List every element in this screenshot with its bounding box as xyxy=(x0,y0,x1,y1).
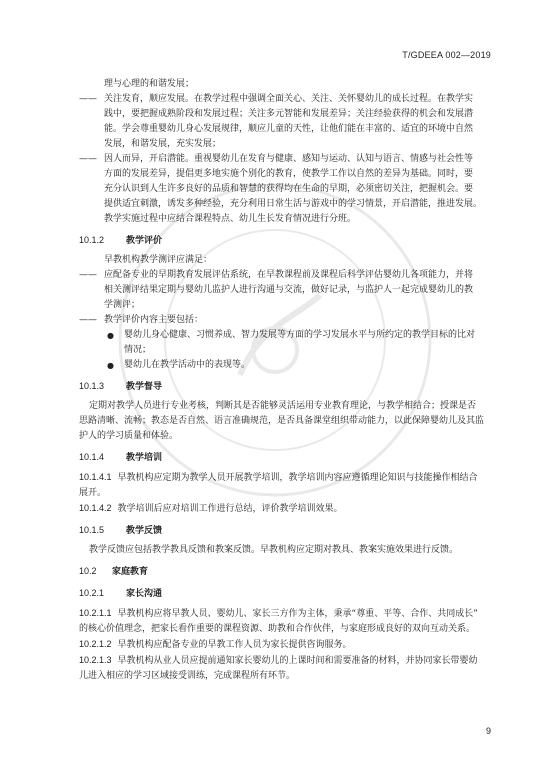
section-title: 教学反馈 xyxy=(126,526,163,536)
section-heading-10-1-5 xyxy=(79,523,491,539)
text-line: 儿进入相应的学习区域接受训练，完成课程所有环节。 xyxy=(79,671,296,681)
text-line: 教学培训后应对培训工作进行总结，评价教学培训效果。 xyxy=(117,504,343,514)
bullet-icon: ● xyxy=(107,361,114,370)
text-line: 学测评； xyxy=(104,300,141,310)
section-number: 10.1.3 xyxy=(79,381,105,391)
document-body xyxy=(79,77,491,684)
text-line: 早教机构教学测评应满足： xyxy=(104,255,213,265)
text-line: 早教机构从业人员应提前通知家长婴幼儿的上课时间和需要准备的材料，并协同家长带婴幼 xyxy=(117,656,478,666)
section-heading-10-1-3 xyxy=(79,379,491,395)
text-line: 展开。 xyxy=(79,488,107,498)
section-title: 教学评价 xyxy=(126,236,163,246)
bullet-item xyxy=(79,328,491,358)
text-line: 情况； xyxy=(124,345,152,355)
clause-number: 10.2.1.1 xyxy=(79,608,112,618)
text-line: 方面的发展差异，提倡更多地实施个别化的教育，使教学工作以自然的差异为基础。同时，要 xyxy=(104,169,474,179)
text-line: 定期对教学人员进行专业考核，判断其是否能够灵活运用专业教育理论，与教学相结合；授课是否 xyxy=(89,401,477,411)
text-line: 护人的学习质量和体验。 xyxy=(79,431,179,441)
clause-10-1-4-1 xyxy=(79,470,491,501)
dash-item xyxy=(79,268,491,313)
clause-10-2-1-3 xyxy=(79,653,491,684)
text-line: 教学评价内容主要包括： xyxy=(104,315,204,325)
page-number: 9 xyxy=(485,726,491,736)
text-line: 应配备专业的早期教育发展评估系统，在早教课程前及课程后科学评估婴幼儿各项能力，并将 xyxy=(104,270,474,280)
section-title: 家庭教育 xyxy=(112,567,149,577)
text-line: 践中，要把握成熟阶段和发展过程；关注多元智能和发展差异；关注经验获得的机会和发展潜 xyxy=(104,109,474,119)
text-line: 教学实施过程中应结合课程特点、幼儿生长发育情况进行分班。 xyxy=(104,214,357,224)
text-line: 婴幼儿在教学活动中的表现等。 xyxy=(124,360,251,370)
text-line: 教学反馈应包括教学教具反馈和教案反馈。早教机构应定期对教具、教案实施效果进行反馈。 xyxy=(89,545,459,555)
text-line: 相关测评结果定期与婴幼儿监护人进行沟通与交流，做好记录，与监护人一起完成婴幼儿的教 xyxy=(104,285,474,295)
bullet-item xyxy=(79,358,491,373)
text-line: 早教机构应将早教人员、婴幼儿、家长三方作为主体，秉承“尊重、平等、合作、共同成长” xyxy=(117,609,478,619)
section-title: 家长沟通 xyxy=(126,589,163,599)
clause-10-2-1-2 xyxy=(79,637,491,653)
dash-mark: —— xyxy=(79,270,97,280)
dash-mark: —— xyxy=(79,154,97,164)
document-code: T/GDEEA 002—2019 xyxy=(402,50,491,60)
dash-item xyxy=(79,92,491,152)
clause-10-2-1-1 xyxy=(79,606,491,637)
section-number: 10.2.1 xyxy=(79,588,105,598)
text-line: 发展，和谐发展，充实发展； xyxy=(104,139,222,149)
text-line: 关注发育，顺应发展。在教学过程中强调全面关心、关注、关怀婴幼儿的成长过程。在教学实 xyxy=(104,94,474,104)
section-heading-10-1-2 xyxy=(79,233,491,249)
dash-mark: —— xyxy=(79,315,97,325)
text-line: 因人而异，开启潜能。重视婴幼儿在发育与健康、感知与运动、认知与语言、情感与社会性等 xyxy=(104,154,474,164)
section-number: 10.1.4 xyxy=(79,452,105,462)
section-heading-10-2 xyxy=(79,564,491,580)
section-number: 10.1.5 xyxy=(79,525,105,535)
clause-number: 10.1.4.1 xyxy=(79,472,112,482)
text-line: 早教机构应配备专业的早教工作人员为家长提供咨询服务。 xyxy=(117,640,352,650)
clause-number: 10.2.1.3 xyxy=(79,655,112,665)
text-line: 能。学会尊重婴幼儿身心发展规律，顺应儿童的天性，让他们能在丰富的、适宜的环境中自然 xyxy=(104,124,474,134)
text-line: 充分认识到人生许多良好的品质和智慧的获得均在生命的早期，必须密切关注，把握机会。要 xyxy=(104,184,474,194)
text-line: 早教机构应定期为教学人员开展教学培训，教学培训内容应遵循理论知识与技能操作相结合 xyxy=(117,473,478,483)
dash-item xyxy=(79,313,491,328)
text-line: 理与心理的和谐发展； xyxy=(104,79,195,89)
section-title: 教学培训 xyxy=(126,453,163,463)
dash-item xyxy=(79,152,491,227)
clause-10-1-4-2 xyxy=(79,501,491,517)
dash-mark: —— xyxy=(79,94,97,104)
text-line: 婴幼儿身心健康、习惯养成、智力发展等方面的学习发展水平与所约定的教学目标的比对 xyxy=(124,330,476,340)
clause-number: 10.1.4.2 xyxy=(79,503,112,513)
section-heading-10-2-1 xyxy=(79,586,491,602)
text-line: 思路清晰、流畅；教态是否自然、语言准确规范，是否具备课堂组织带动能力，以此保障婴幼儿及其监 xyxy=(79,416,485,426)
bullet-icon: ● xyxy=(107,331,114,340)
clause-number: 10.2.1.2 xyxy=(79,639,112,649)
section-heading-10-1-4 xyxy=(79,450,491,466)
text-line: 提供适宜刺激，诱发多种经验，充分利用日常生活与游戏中的学习情景，开启潜能，推进发展。 xyxy=(104,199,483,209)
section-title: 教学督导 xyxy=(126,382,163,392)
text-line: 的核心价值理念，把家长看作重要的课程资源、助教和合作伙伴，与家庭形成良好的双向互动关系。 xyxy=(79,624,476,634)
section-number: 10.1.2 xyxy=(79,235,105,245)
section-number: 10.2 xyxy=(79,566,97,576)
